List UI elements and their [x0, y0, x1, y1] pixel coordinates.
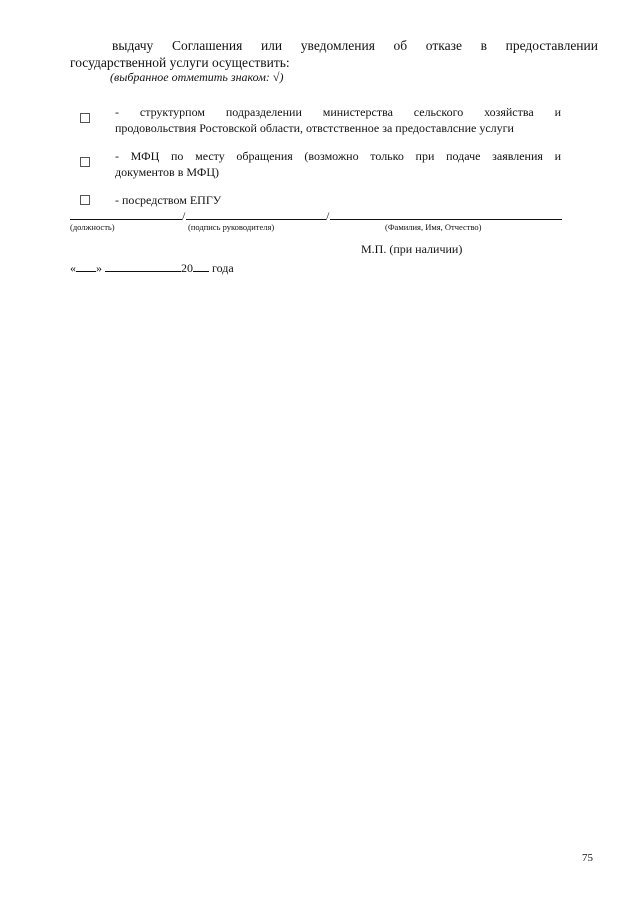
- day-blank[interactable]: [76, 260, 96, 272]
- intro-line-1: выдачу Соглашения или уведомления об отказе в предоставлении: [112, 38, 598, 53]
- name-blank[interactable]: [330, 208, 562, 220]
- option-checkbox[interactable]: [80, 195, 90, 205]
- position-blank[interactable]: [70, 208, 182, 220]
- option-checkbox[interactable]: [80, 113, 90, 123]
- position-label: (должность): [70, 222, 115, 232]
- year-blank[interactable]: [193, 260, 209, 272]
- stamp-place: М.П. (при наличии): [361, 242, 463, 256]
- option-text: - структурпом подразделении министерства сельского хозяйства и продовольствия Ростовской области, отвстственное за предоставлсние услуги: [115, 105, 561, 135]
- signature-line: / /: [70, 208, 562, 224]
- name-label: (Фамилия, Имя, Отчество): [385, 222, 482, 232]
- option-text: - посредством ЕПГУ: [115, 193, 222, 207]
- signature-blank[interactable]: [186, 208, 326, 220]
- month-blank[interactable]: [105, 260, 181, 272]
- signature-label: (подпись руководителя): [188, 222, 275, 232]
- option-text: - МФЦ по месту обращения (возможно только при подаче заявления и документов в МФЦ): [115, 149, 561, 179]
- delivery-intro: [70, 37, 598, 71]
- date-line: « » 20 года: [70, 261, 234, 275]
- page-number: 75: [582, 852, 593, 864]
- option-checkbox[interactable]: [80, 157, 90, 167]
- selection-hint: (выбранное отметить знаком: √): [110, 70, 284, 84]
- intro-line-2: государственной услуги осуществить:: [70, 55, 290, 70]
